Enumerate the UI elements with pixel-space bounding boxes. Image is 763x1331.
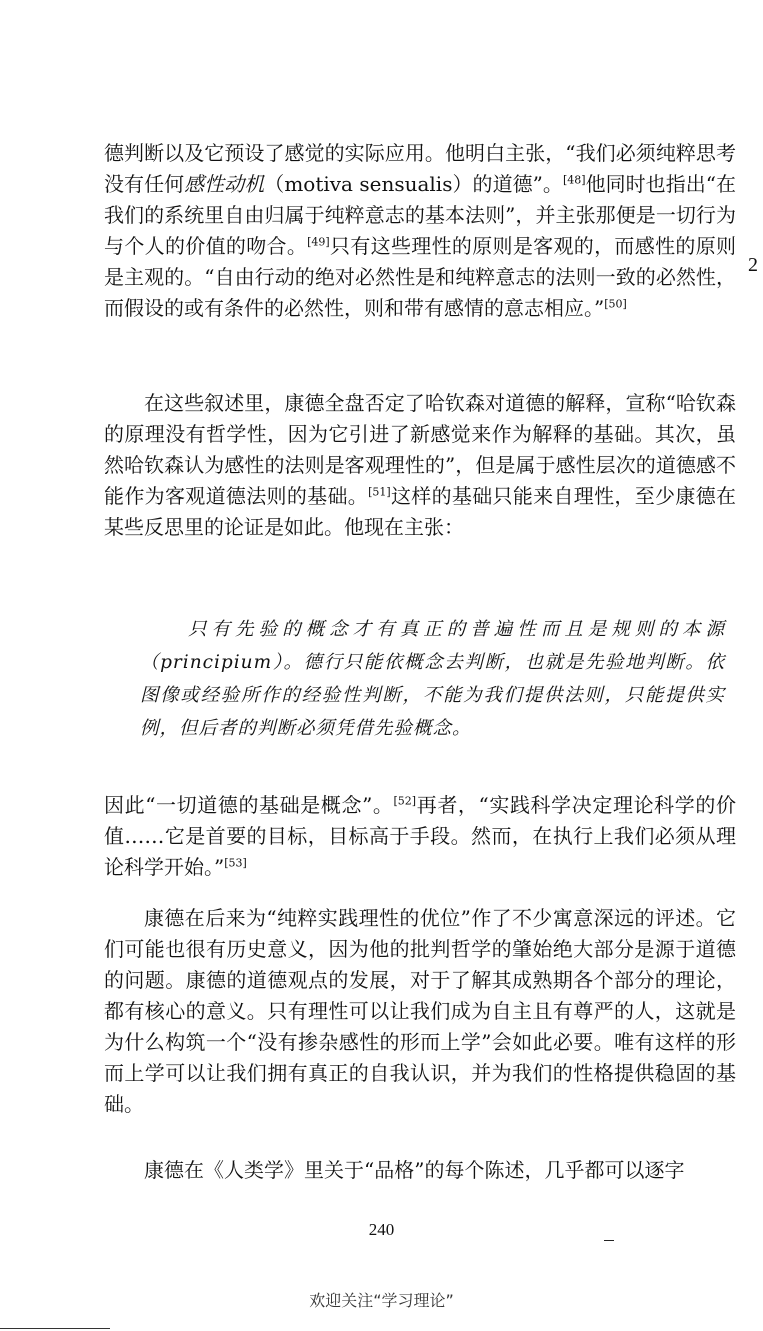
footnote-ref: [48] xyxy=(562,173,586,187)
margin-number: 2 xyxy=(748,254,758,276)
footnote-ref: [52] xyxy=(393,794,417,808)
paragraph-3: 因此“一切道德的基础是概念”。[52]再者，“实践科学决定理论科学的价值……它是首要的目标，目标高于手段。然而，在执行上我们必须从理论科学开始。”[53] xyxy=(104,793,736,879)
footnote-ref: [51] xyxy=(368,485,391,499)
scan-mark xyxy=(604,1240,614,1241)
block-quote: 只有先验的概念才有真正的普遍性而且是规则的本源（principium）。德行只能依概念去判断，也就是先验地判断。依图像或经验所作的经验性判断，不能为我们提供法则，只能提供实例，但后者的判断必须凭借先验概念。 xyxy=(140,619,725,739)
paragraph-5: 康德在《人类学》里关于“品格”的每个陈述，几乎都可以逐字 xyxy=(144,1158,685,1182)
bottom-rule xyxy=(0,1328,110,1329)
footnote-ref: [53] xyxy=(224,856,247,870)
footnote-ref: [50] xyxy=(604,297,627,311)
paragraph-1: 德判断以及它预设了感觉的实际应用。他明白主张，“我们必须纯粹思考没有任何感性动机（motiva sensualis）的道德”。[48]他同时也指出“在我们的系统里自由归属于纯粹意志的基本法则”，并主张那便是一切行为与个人的价值的吻合。[49]只有这些理性的原则是客观的，而感性的原则是主观的。“自由行动的绝对必然性是和纯粹意志的法则一致的必然性，而假设的或有条件的必然性，则和带有感情的意志相应。”[50] xyxy=(104,141,737,320)
footer-text: 欢迎关注“学习理论” xyxy=(309,1291,454,1310)
page-number: 240 xyxy=(368,1220,395,1239)
emphasis-term: 感性动机 xyxy=(184,172,265,196)
paragraph-2: 在这些叙述里，康德全盘否定了哈钦森对道德的解释，宣称“哈钦森的原理没有哲学性，因为它引进了新感觉来作为解释的基础。其次，虽然哈钦森认为感性的法则是客观理性的”，但是属于感性层次的道德感不能作为客观道德法则的基础。[51]这样的基础只能来自理性，至少康德在某些反思里的论证是如此。他现在主张： xyxy=(104,391,737,539)
footnote-ref: [49] xyxy=(307,235,330,249)
paragraph-4: 康德在后来为“纯粹实践理性的优位”作了不少寓意深远的评述。它们可能也很有历史意义，因为他的批判哲学的肇始绝大部分是源于道德的问题。康德的道德观点的发展，对于了解其成熟期各个部分的理论，都有核心的意义。只有理性可以让我们成为自主且有尊严的人，这就是为什么构筑一个“没有掺杂感性的形而上学”会如此必要。唯有这样的形而上学可以让我们拥有真正的自我认识，并为我们的性格提供稳固的基础。 xyxy=(104,906,736,1116)
